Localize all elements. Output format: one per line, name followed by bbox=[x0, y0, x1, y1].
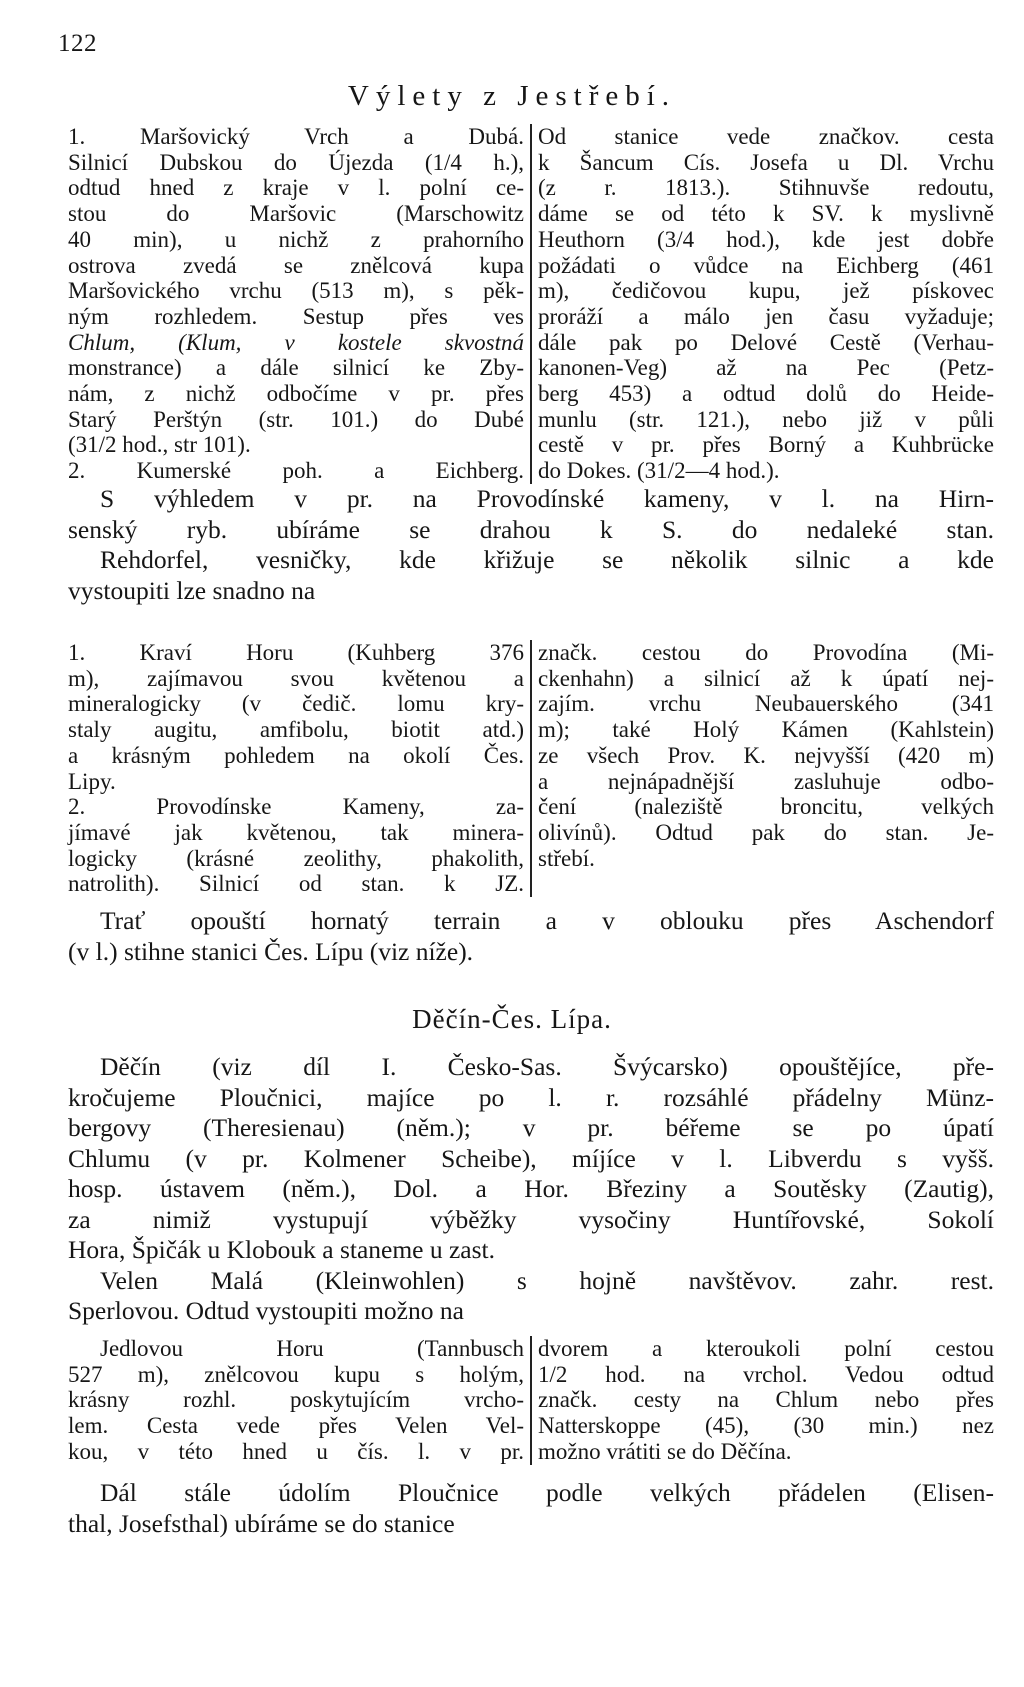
text-line: stou do Maršovic (Marschowitz bbox=[68, 201, 524, 227]
text-line: značk. cestou do Provodína (Mi- bbox=[538, 640, 994, 665]
text-line: dále pak po Delové Cestě (Verhau- bbox=[538, 329, 994, 355]
text-line: ckenhahn) a silnicí až k úpatí nej- bbox=[538, 665, 994, 691]
text-line: ostrova zvedá se znělcová kupa bbox=[68, 252, 524, 278]
text-line: bergovy (Theresienau) (něm.); v pr. béřeme se po úpatí bbox=[68, 1113, 994, 1142]
paragraph-3 bbox=[68, 1052, 994, 1327]
text-line: značk. cesty na Chlum nebo přes bbox=[538, 1387, 994, 1413]
text-line bbox=[538, 871, 994, 897]
text-line: možno vrátiti se do Děčína. bbox=[538, 1438, 792, 1464]
text-line: proráží a málo jen času vyžaduje; bbox=[538, 303, 994, 329]
text-line: Rehdorfel, vesničky, kde křižuje se několik silnic a kde bbox=[100, 545, 994, 574]
text-line: thal, Josefsthal) ubíráme se do stanice bbox=[68, 1508, 455, 1538]
subheading: Děčín-Čes. Lípa. bbox=[412, 1004, 612, 1034]
text-line: jímavé jak květenou, tak minera- bbox=[68, 819, 524, 845]
text-line: Hora, Špičák u Klobouk a staneme u zast. bbox=[68, 1235, 496, 1264]
block1-right-column bbox=[532, 124, 994, 484]
text-line: kročujeme Ploučnici, majíce po l. r. rozsáhlé přádelny Münz- bbox=[68, 1082, 994, 1112]
text-line: čení (naleziště broncitu, velkých bbox=[538, 794, 994, 820]
text-line: krásny rozhl. poskytujícím vrcho- bbox=[68, 1387, 524, 1413]
text-line: Dál stále údolím Ploučnice podle velkých přádelen (Elisen- bbox=[100, 1478, 994, 1507]
text-line: a krásným pohledem na okolí Čes. bbox=[68, 742, 524, 768]
paragraph-2 bbox=[68, 906, 994, 967]
text-line: munlu (str. 121.), nebo již v půli bbox=[538, 406, 994, 432]
text-line: Chlum, (Klum, v kostele skvostná bbox=[68, 329, 524, 355]
text-line: Sperlovou. Odtud vystoupiti možno na bbox=[68, 1296, 464, 1325]
text-line: 2. Kumerské poh. a Eichberg. bbox=[68, 458, 524, 484]
text-line: S výhledem v pr. na Provodínské kameny, v l. na Hirn- bbox=[100, 484, 994, 513]
two-column-block-1 bbox=[68, 124, 994, 484]
two-column-block-2 bbox=[68, 640, 994, 897]
text-line: cestě v pr. přes Borný a Kuhbrücke bbox=[538, 432, 994, 458]
text-line: 2. Provodínske Kameny, za- bbox=[68, 794, 524, 820]
text-line: mineralogicky (v čedič. lomu kry- bbox=[68, 691, 524, 717]
two-column-block-3 bbox=[68, 1336, 994, 1465]
text-line: nám, z nichž odbočíme v pr. přes bbox=[68, 381, 524, 407]
block3-left-column bbox=[68, 1336, 532, 1465]
text-line: Chlumu (v pr. Kolmener Scheibe), míjíce v l. Libverdu s vyšš. bbox=[68, 1143, 994, 1173]
text-line: střebí. bbox=[538, 845, 595, 871]
text-line: zajím. vrchu Neubauerského (341 bbox=[538, 691, 994, 717]
paragraph-4 bbox=[68, 1478, 994, 1539]
text-line: senský ryb. ubíráme se drahou k S. do nedaleké stan. bbox=[68, 514, 994, 544]
text-line: 1. Maršovický Vrch a Dubá. bbox=[68, 124, 524, 149]
text-line: m); také Holý Kámen (Kahlstein) bbox=[538, 717, 994, 743]
text-line: natrolith). Silnicí od stan. k JZ. bbox=[68, 871, 524, 897]
text-line: Děčín (viz díl I. Česko-Sas. Švýcarsko) opouštějíce, pře- bbox=[100, 1052, 994, 1081]
text-line: do Dokes. (31/2—4 hod.). bbox=[538, 458, 780, 484]
text-line: berg 453) a odtud dolů do Heide- bbox=[538, 381, 994, 407]
text-line: 40 min), u nichž z prahorního bbox=[68, 226, 524, 252]
text-line: Starý Perštýn (str. 101.) do Dubé bbox=[68, 406, 524, 432]
block1-left-column bbox=[68, 124, 532, 484]
text-line: hosp. ústavem (něm.), Dol. a Hor. Březiny a Soutěsky (Zautig), bbox=[68, 1174, 994, 1203]
text-line: Silnicí Dubskou do Újezda (1/4 h.), bbox=[68, 149, 524, 175]
text-line: olivínů). Odtud pak do stan. Je- bbox=[538, 819, 994, 845]
block3-right-column bbox=[532, 1336, 994, 1465]
text-line: Heuthorn (3/4 hod.), kde jest dobře bbox=[538, 226, 994, 252]
text-line: (v l.) stihne stanici Čes. Lípu (viz níže). bbox=[68, 936, 474, 966]
text-line: vystoupiti lze snadno na bbox=[68, 575, 316, 605]
text-line: logicky (krásné zeolithy, phakolith, bbox=[68, 845, 524, 871]
text-line: dvorem a kteroukoli polní cestou bbox=[538, 1336, 994, 1361]
text-line: Od stanice vede značkov. cesta bbox=[538, 124, 994, 149]
text-line: odtud hned z kraje v l. polní ce- bbox=[68, 175, 524, 201]
text-line: monstrance) a dále silnicí ke Zby- bbox=[68, 355, 524, 381]
text-line: m), čedičovou kupu, jež pískovec bbox=[538, 278, 994, 304]
text-line: staly augitu, amfibolu, biotit atd.) bbox=[68, 717, 524, 743]
section-title: Výlety z Jestřebí. bbox=[347, 80, 677, 112]
text-line: za nimiž vystupují výběžky vysočiny Huntířovské, Sokolí bbox=[68, 1204, 994, 1234]
text-line: ným rozhledem. Sestup přes ves bbox=[68, 303, 524, 329]
text-line: 1/2 hod. na vrchol. Vedou odtud bbox=[538, 1361, 994, 1387]
block2-right-column bbox=[532, 640, 994, 897]
text-line: (z r. 1813.). Stihnuvše redoutu, bbox=[538, 175, 994, 201]
text-line: 1. Kraví Horu (Kuhberg 376 bbox=[68, 640, 524, 665]
block2-left-column bbox=[68, 640, 532, 897]
text-line: a nejnápadnější zasluhuje odbo- bbox=[538, 768, 994, 794]
text-line: dáme se od této k SV. k myslivně bbox=[538, 201, 994, 227]
text-line: Lipy. bbox=[68, 768, 116, 794]
text-line: Trať opouští hornatý terrain a v oblouku přes Aschendorf bbox=[100, 906, 994, 935]
page-number: 122 bbox=[58, 30, 97, 57]
text-line: požádati o vůdce na Eichberg (461 bbox=[538, 252, 994, 278]
text-line: lem. Cesta vede přes Velen Vel- bbox=[68, 1413, 524, 1439]
text-line: kou, v této hned u čís. l. v pr. bbox=[68, 1438, 524, 1464]
text-line: Jedlovou Horu (Tannbusch bbox=[100, 1336, 524, 1361]
text-line: kanonen-Veg) až na Pec (Petz- bbox=[538, 355, 994, 381]
text-line: m), zajímavou svou květenou a bbox=[68, 665, 524, 691]
text-line: Natterskoppe (45), (30 min.) nez bbox=[538, 1413, 994, 1439]
text-line: Velen Malá (Kleinwohlen) s hojně navštěvov. zahr. rest. bbox=[100, 1265, 994, 1295]
text-line: Maršovického vrchu (513 m), s pěk- bbox=[68, 278, 524, 304]
paragraph-1 bbox=[68, 484, 994, 606]
text-line: k Šancum Cís. Josefa u Dl. Vrchu bbox=[538, 149, 994, 175]
text-line: ze všech Prov. K. nejvyšší (420 m) bbox=[538, 742, 994, 768]
text-line: (31/2 hod., str 101). bbox=[68, 432, 251, 458]
text-line: 527 m), znělcovou kupu s holým, bbox=[68, 1361, 524, 1387]
